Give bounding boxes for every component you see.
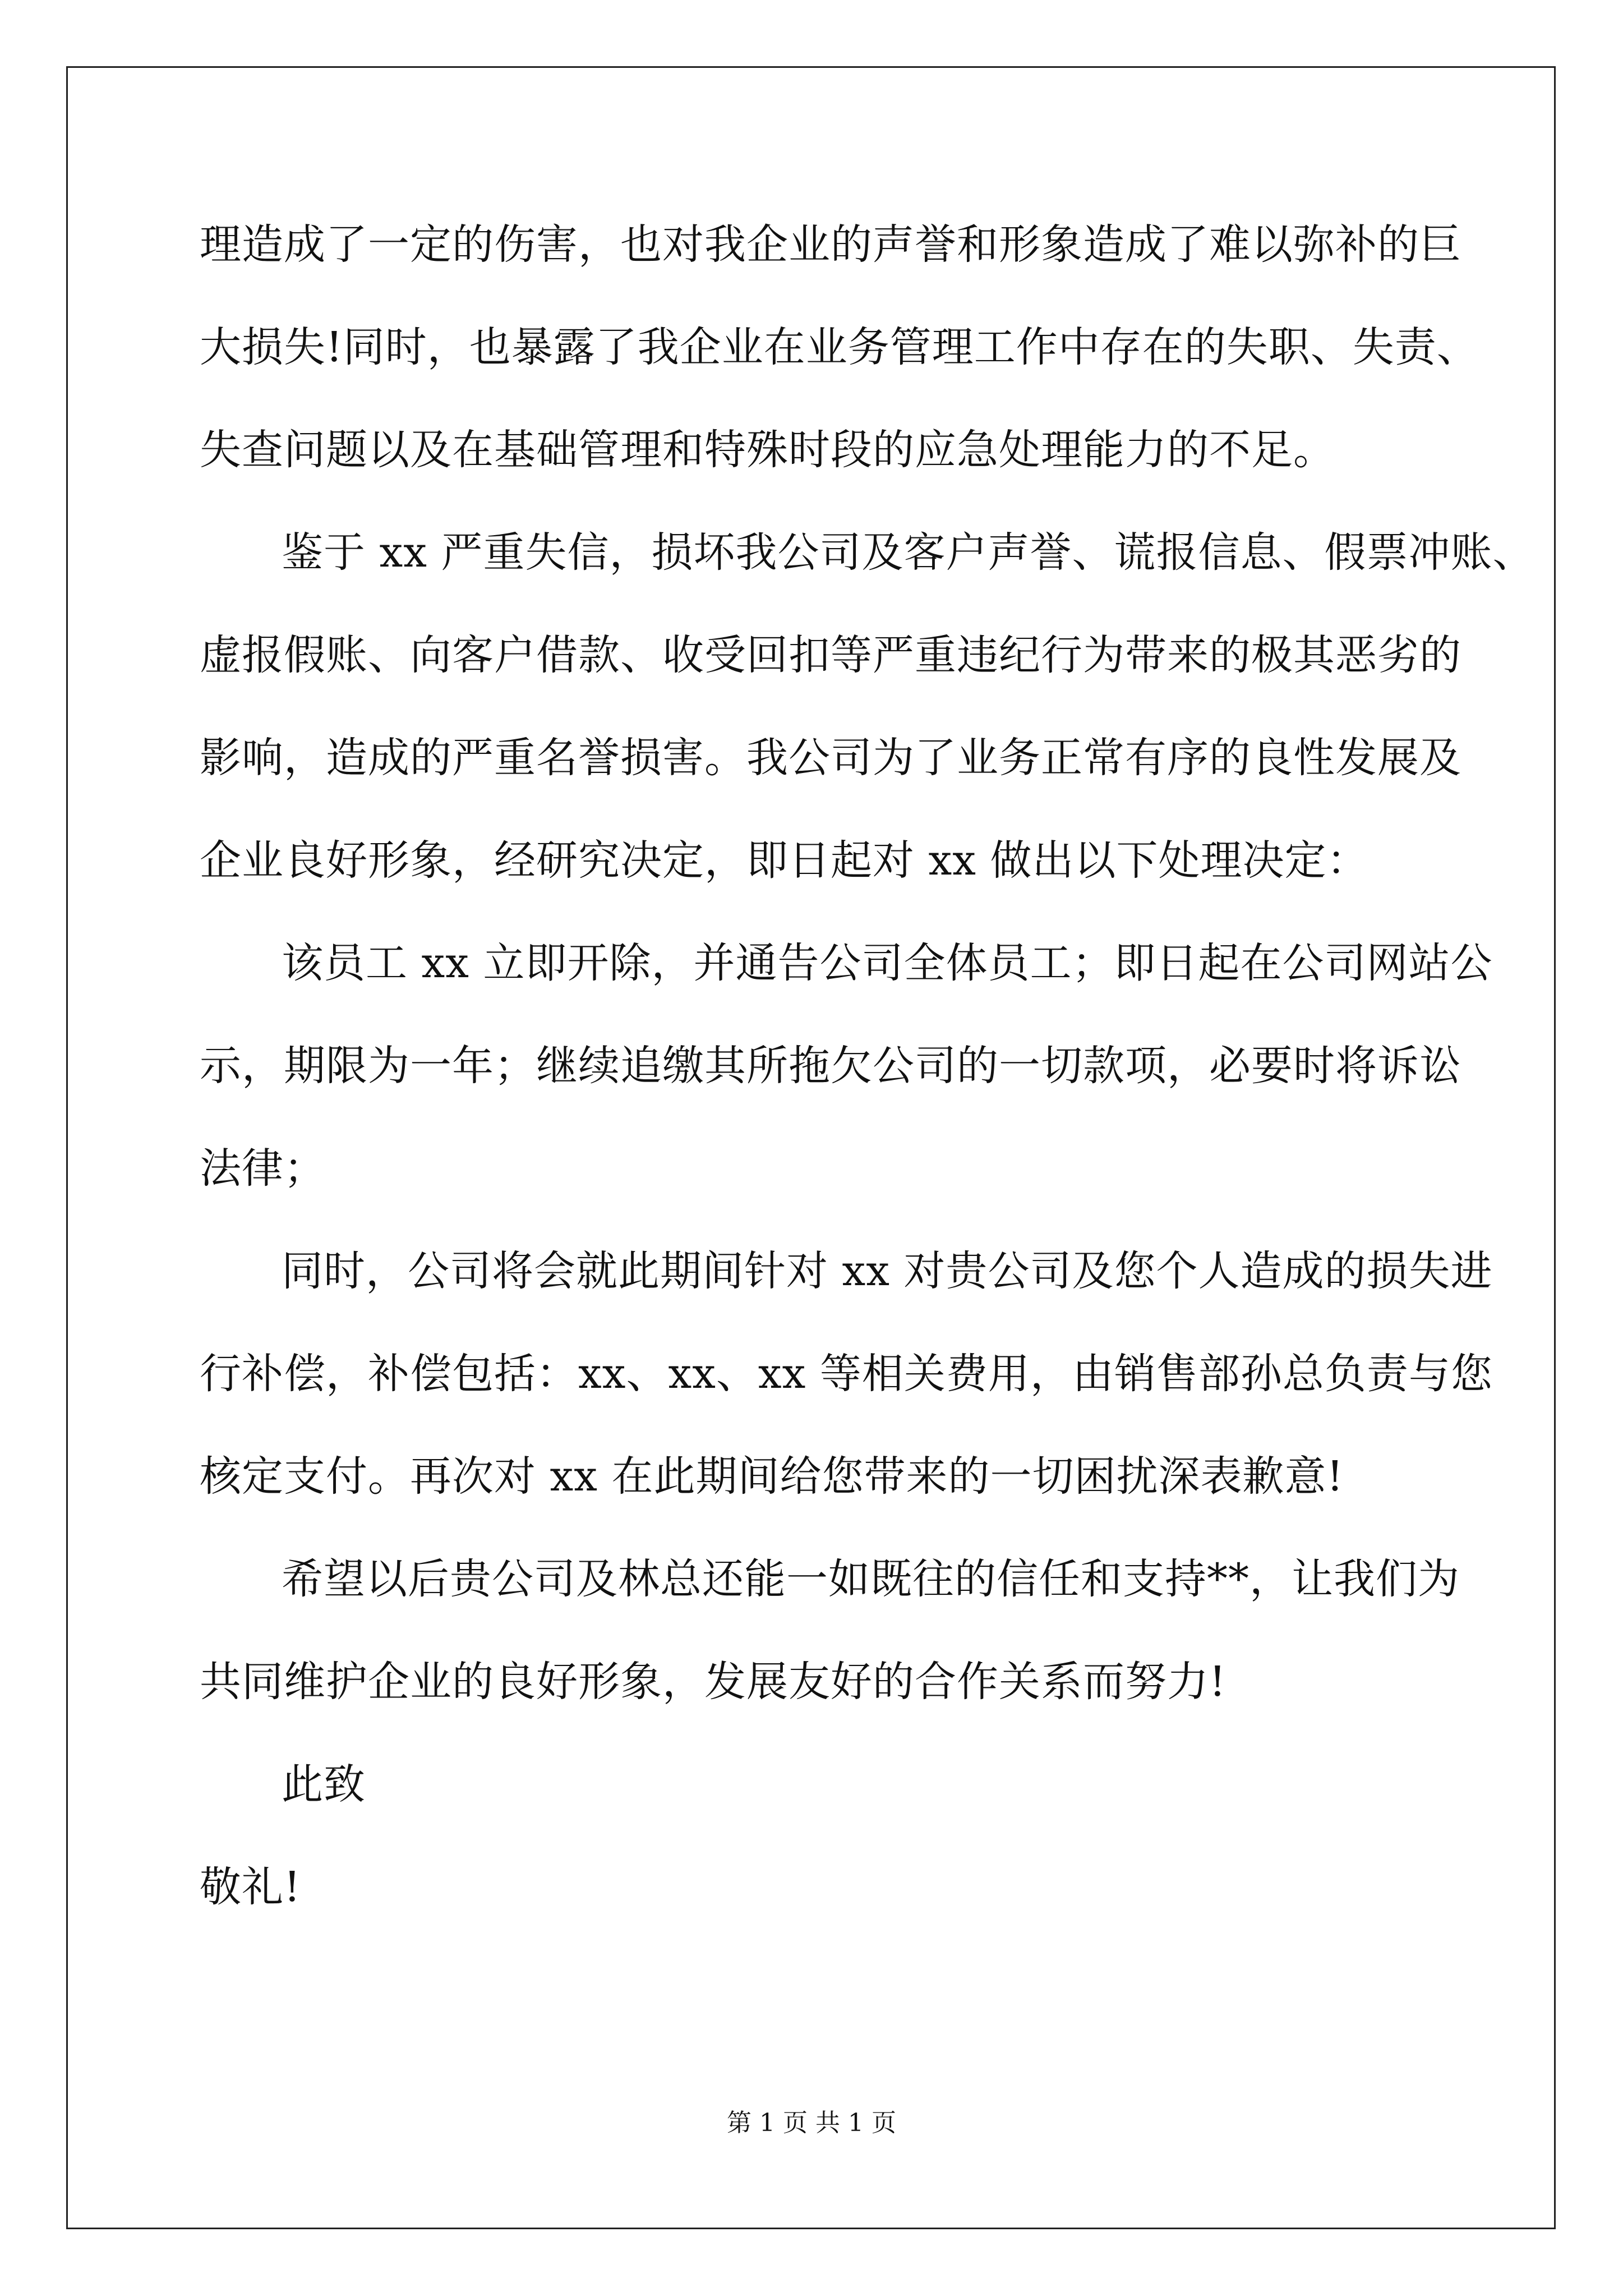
- body-line-12: 行补偿，补偿包括：xx、xx、xx 等相关费用，由销售部孙总负责与您: [200, 1350, 1493, 1398]
- body-line-9: 示，期限为一年；继续追缴其所拖欠公司的一切款项，必要时将诉讼: [200, 1042, 1461, 1090]
- body-line-10: 法律；: [200, 1144, 326, 1193]
- body-line-4: 鉴于 xx 严重失信，损坏我公司及客户声誉、谎报信息、假票冲账、: [282, 528, 1535, 577]
- body-line-11: 同时，公司将会就此期间针对 xx 对贵公司及您个人造成的损失进: [282, 1247, 1493, 1295]
- body-line-15: 共同维护企业的良好形象，发展友好的合作关系而努力!: [200, 1658, 1227, 1706]
- body-line-5: 虚报假账、向客户借款、收受回扣等严重违纪行为带来的极其恶劣的: [200, 631, 1461, 679]
- body-line-1: 理造成了一定的伤害，也对我企业的声誉和形象造成了难以弥补的巨: [200, 220, 1461, 269]
- body-line-2: 大损失!同时，也暴露了我企业在业务管理工作中存在的失职、失责、: [200, 323, 1479, 371]
- body-line-13: 核定支付。再次对 xx 在此期间给您带来的一切困扰深表歉意!: [200, 1452, 1344, 1501]
- body-line-3: 失查问题以及在基础管理和特殊时段的应急处理能力的不足。: [200, 426, 1335, 474]
- page-number-footer: 第 1 页 共 1 页: [727, 2109, 896, 2137]
- closing-salutation: 此致: [282, 1760, 366, 1809]
- body-line-6: 影响，造成的严重名誉损害。我公司为了业务正常有序的良性发展及: [200, 734, 1461, 782]
- body-line-14: 希望以后贵公司及林总还能一如既往的信任和支持**，让我们为: [282, 1555, 1460, 1603]
- body-line-7: 企业良好形象，经研究决定，即日起对 xx 做出以下处理决定：: [200, 836, 1369, 885]
- closing-regards: 敬礼!: [200, 1863, 301, 1911]
- body-line-8: 该员工 xx 立即开除，并通告公司全体员工；即日起在公司网站公: [282, 939, 1493, 987]
